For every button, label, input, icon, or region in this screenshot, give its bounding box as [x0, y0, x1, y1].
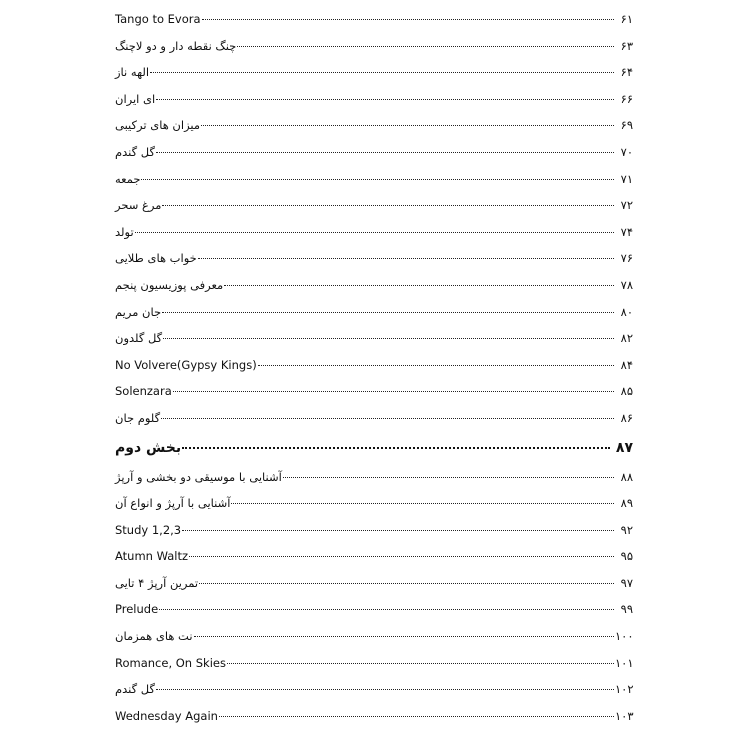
toc-entry-page: ۶۳	[620, 38, 633, 53]
toc-entry	[115, 676, 633, 703]
dot-leader	[194, 636, 614, 637]
toc-entry-page: ۷۱	[620, 171, 633, 186]
dot-leader	[141, 179, 614, 180]
toc-entry-title: گل گلدون	[115, 331, 163, 346]
toc-entry-page: ۸۵	[620, 384, 633, 399]
dot-leader	[201, 125, 614, 126]
toc-entry-title: ای ایران	[115, 91, 156, 106]
toc-entry-page: ۸۸	[620, 469, 633, 484]
toc-entry-page: ۹۹	[620, 602, 633, 617]
toc-entry-page: ۱۰۰	[615, 629, 634, 644]
toc-entry	[115, 490, 633, 517]
toc-entry-title: No Volvere(Gypsy Kings)	[115, 357, 257, 372]
toc-entry	[115, 517, 633, 544]
toc-entry-page: ۹۲	[620, 522, 633, 537]
toc-entry-title: خواب های طلایی	[115, 251, 197, 266]
toc-entry-title: جمعه	[115, 171, 141, 186]
toc-entry-title: آشنایی با موسیقی دو بخشی و آرپژ	[115, 469, 282, 484]
toc-entry	[115, 703, 633, 730]
toc-entry-page: ۶۴	[620, 65, 633, 80]
dot-leader	[237, 46, 614, 47]
toc-entry-page: ۶۹	[620, 118, 633, 133]
toc-entry	[115, 596, 633, 623]
dot-leader	[199, 583, 614, 584]
toc-entry	[115, 219, 633, 246]
toc-entry-title: Romance, On Skies	[115, 655, 226, 670]
toc-entry	[115, 464, 633, 491]
toc-entry-page: ۹۷	[620, 575, 633, 590]
toc-entry-page: ۸۰	[620, 304, 633, 319]
toc-entry-page: ۷۸	[620, 277, 633, 292]
dot-leader	[224, 285, 614, 286]
dot-leader	[283, 477, 614, 478]
dot-leader	[219, 716, 614, 717]
toc-entry-title: Atumn Waltz	[115, 549, 189, 564]
toc-entry-title: چنگ نقطه دار و دو لاچنگ	[115, 38, 237, 53]
dot-leader	[162, 205, 614, 206]
toc-entry	[115, 543, 633, 570]
toc-entry	[115, 650, 633, 677]
toc-entry	[115, 245, 633, 272]
toc-entry-title: آشنایی با آرپژ و انواع آن	[115, 496, 231, 511]
toc-entry-title: Wednesday Again	[115, 708, 218, 723]
toc-entry-title: گل گندم	[115, 144, 155, 159]
toc-entry	[115, 623, 633, 650]
toc-entry	[115, 192, 633, 219]
toc-entry	[115, 86, 633, 113]
toc-entry	[115, 325, 633, 352]
toc-entry-page: ۸۹	[620, 496, 633, 511]
toc-entry-page: ۶۱	[620, 12, 633, 26]
toc-entry-title: نت های همزمان	[115, 629, 193, 644]
toc-entry-title: معرفی پوزیسیون پنجم	[115, 277, 224, 292]
dot-leader	[150, 72, 614, 73]
toc-entry-page: ۱۰۱	[615, 655, 634, 670]
toc-entry-title: میزان های ترکیبی	[115, 118, 201, 133]
toc-entry-title: Solenzara	[115, 384, 172, 399]
dot-leader	[182, 530, 614, 531]
dot-leader	[198, 258, 614, 259]
toc-entry-title: الهه ناز	[115, 65, 150, 80]
toc-section-title: بخش دوم	[115, 439, 182, 456]
dot-leader	[173, 391, 614, 392]
toc-section-heading	[115, 432, 633, 464]
toc-entry-page: ۱۰۳	[615, 708, 634, 723]
dot-leader	[182, 447, 610, 449]
dot-leader	[159, 609, 614, 610]
toc-entry-title: گلوم جان	[115, 410, 161, 425]
table-of-contents	[115, 6, 633, 729]
toc-entry-title: تمرین آرپژ ۴ تایی	[115, 575, 199, 590]
dot-leader	[156, 99, 614, 100]
toc-entry-title: Study 1,2,3	[115, 522, 182, 537]
toc-entry	[115, 272, 633, 299]
toc-entry	[115, 112, 633, 139]
toc-entry-page: ۶۶	[620, 91, 633, 106]
dot-leader	[231, 503, 614, 504]
toc-entry-page: ۸۴	[620, 357, 633, 372]
toc-entry-page: ۸۲	[620, 331, 633, 346]
toc-entry-title: گل گندم	[115, 682, 155, 697]
dot-leader	[163, 338, 614, 339]
dot-leader	[227, 663, 614, 664]
toc-entry-page: ۹۵	[620, 549, 633, 564]
dot-leader	[161, 418, 614, 419]
toc-entry-page: ۸۶	[620, 410, 633, 425]
toc-entry-title: تولد	[115, 224, 134, 239]
toc-entry-page: ۷۴	[620, 224, 633, 239]
toc-section-page: ۸۷	[615, 439, 633, 456]
dot-leader	[162, 312, 614, 313]
toc-entry-page: ۷۲	[620, 198, 633, 213]
toc-entry	[115, 570, 633, 597]
dot-leader	[135, 232, 614, 233]
dot-leader	[156, 152, 614, 153]
toc-entry	[115, 59, 633, 86]
toc-entry-title: جان مریم	[115, 304, 162, 319]
toc-entry	[115, 166, 633, 193]
dot-leader	[202, 19, 614, 20]
dot-leader	[189, 556, 614, 557]
dot-leader	[156, 689, 614, 690]
toc-entry	[115, 405, 633, 432]
toc-entry	[115, 139, 633, 166]
toc-entry	[115, 6, 633, 33]
toc-entry	[115, 299, 633, 326]
toc-entry-title: Prelude	[115, 602, 159, 617]
toc-entry-title: Tango to Evora	[115, 12, 201, 26]
toc-entry-title: مرغ سحر	[115, 198, 162, 213]
toc-entry-page: ۷۰	[620, 144, 633, 159]
dot-leader	[258, 365, 614, 366]
toc-entry-page: ۱۰۲	[615, 682, 634, 697]
toc-entry-page: ۷۶	[620, 251, 633, 266]
toc-entry	[115, 378, 633, 405]
toc-entry	[115, 33, 633, 60]
toc-entry	[115, 352, 633, 379]
